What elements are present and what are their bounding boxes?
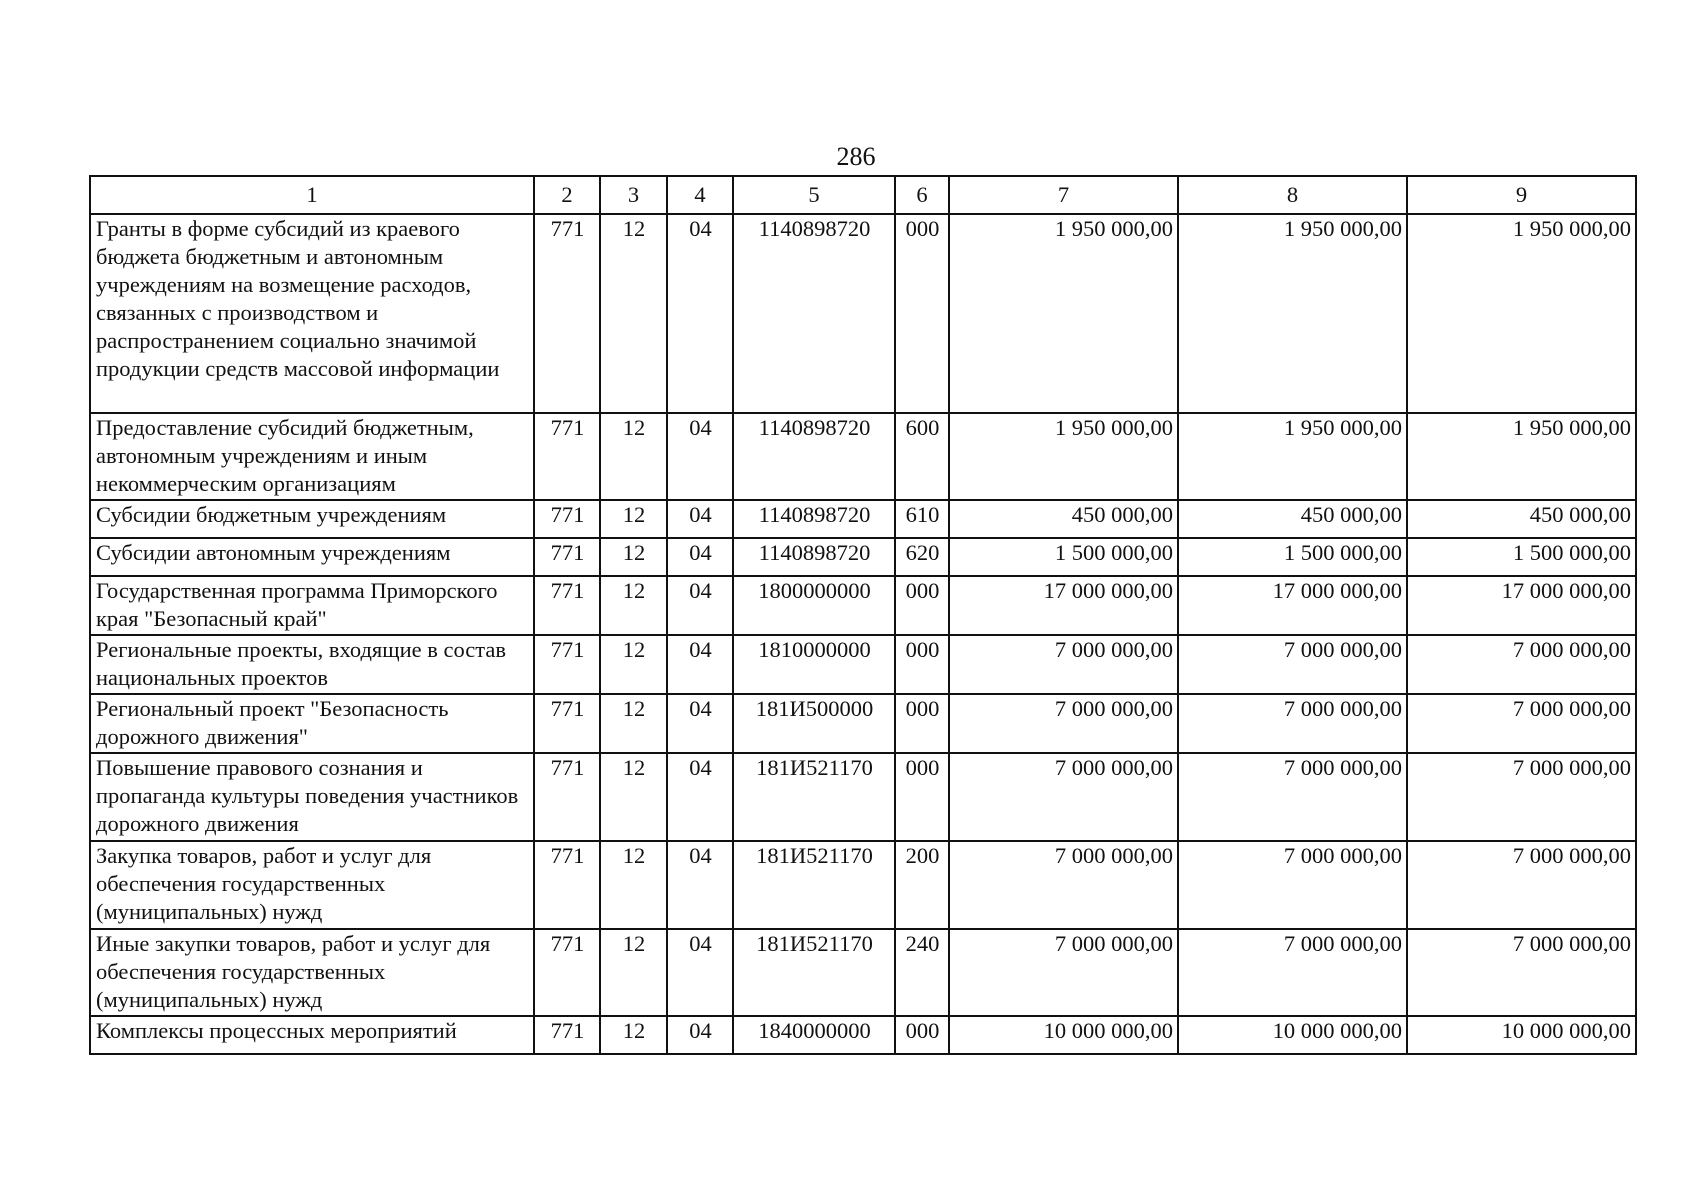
cell-section-code: 12 bbox=[600, 214, 667, 413]
cell-section-code: 12 bbox=[600, 500, 667, 538]
cell-amount-9: 1 500 000,00 bbox=[1407, 538, 1636, 576]
table-row bbox=[90, 413, 1636, 500]
cell-amount-9: 10 000 000,00 bbox=[1407, 1016, 1636, 1054]
cell-expense-type: 000 bbox=[895, 694, 949, 753]
table-row bbox=[90, 929, 1636, 1016]
cell-amount-9: 7 000 000,00 bbox=[1407, 694, 1636, 753]
cell-section-code: 12 bbox=[600, 576, 667, 635]
cell-target-article: 1140898720 bbox=[733, 214, 895, 413]
cell-amount-8: 7 000 000,00 bbox=[1178, 841, 1407, 929]
cell-target-article: 1140898720 bbox=[733, 413, 895, 500]
cell-amount-8: 1 950 000,00 bbox=[1178, 214, 1407, 413]
cell-subsection-code: 04 bbox=[667, 576, 733, 635]
cell-amount-8: 1 950 000,00 bbox=[1178, 413, 1407, 500]
cell-target-article: 1140898720 bbox=[733, 500, 895, 538]
cell-expense-type: 000 bbox=[895, 1016, 949, 1054]
cell-subsection-code: 04 bbox=[667, 1016, 733, 1054]
row-name: Субсидии автономным учреждениям bbox=[90, 538, 534, 576]
cell-amount-7: 1 500 000,00 bbox=[949, 538, 1178, 576]
cell-target-article: 181И500000 bbox=[733, 694, 895, 753]
table-row bbox=[90, 214, 1636, 413]
table-row bbox=[90, 538, 1636, 576]
cell-ministry-code: 771 bbox=[534, 214, 600, 413]
cell-amount-8: 450 000,00 bbox=[1178, 500, 1407, 538]
cell-section-code: 12 bbox=[600, 929, 667, 1016]
cell-subsection-code: 04 bbox=[667, 538, 733, 576]
column-header: 7 bbox=[949, 176, 1178, 214]
cell-amount-7: 7 000 000,00 bbox=[949, 929, 1178, 1016]
cell-section-code: 12 bbox=[600, 694, 667, 753]
cell-amount-9: 7 000 000,00 bbox=[1407, 929, 1636, 1016]
cell-amount-7: 7 000 000,00 bbox=[949, 753, 1178, 841]
page-number: 286 bbox=[836, 142, 876, 171]
cell-amount-7: 10 000 000,00 bbox=[949, 1016, 1178, 1054]
cell-subsection-code: 04 bbox=[667, 929, 733, 1016]
column-header: 8 bbox=[1178, 176, 1407, 214]
cell-section-code: 12 bbox=[600, 635, 667, 694]
table-row bbox=[90, 576, 1636, 635]
cell-target-article: 1840000000 bbox=[733, 1016, 895, 1054]
cell-target-article: 1810000000 bbox=[733, 635, 895, 694]
cell-amount-7: 450 000,00 bbox=[949, 500, 1178, 538]
cell-amount-9: 7 000 000,00 bbox=[1407, 635, 1636, 694]
cell-subsection-code: 04 bbox=[667, 500, 733, 538]
cell-expense-type: 200 bbox=[895, 841, 949, 929]
cell-section-code: 12 bbox=[600, 753, 667, 841]
cell-target-article: 181И521170 bbox=[733, 841, 895, 929]
cell-amount-8: 17 000 000,00 bbox=[1178, 576, 1407, 635]
cell-expense-type: 600 bbox=[895, 413, 949, 500]
row-name: Субсидии бюджетным учреждениям bbox=[90, 500, 534, 538]
cell-ministry-code: 771 bbox=[534, 841, 600, 929]
cell-section-code: 12 bbox=[600, 538, 667, 576]
row-name: Закупка товаров, работ и услуг для обеспечения государственных (муниципальных) нужд bbox=[90, 841, 534, 929]
column-header: 2 bbox=[534, 176, 600, 214]
cell-amount-8: 7 000 000,00 bbox=[1178, 635, 1407, 694]
cell-amount-8: 7 000 000,00 bbox=[1178, 694, 1407, 753]
table-row bbox=[90, 841, 1636, 929]
cell-target-article: 181И521170 bbox=[733, 929, 895, 1016]
cell-section-code: 12 bbox=[600, 413, 667, 500]
cell-target-article: 1800000000 bbox=[733, 576, 895, 635]
row-name: Государственная программа Приморского края "Безопасный край" bbox=[90, 576, 534, 635]
cell-ministry-code: 771 bbox=[534, 576, 600, 635]
header-row bbox=[90, 176, 1636, 214]
table-row bbox=[90, 753, 1636, 841]
column-header: 6 bbox=[895, 176, 949, 214]
cell-ministry-code: 771 bbox=[534, 635, 600, 694]
cell-ministry-code: 771 bbox=[534, 694, 600, 753]
cell-ministry-code: 771 bbox=[534, 929, 600, 1016]
cell-amount-8: 7 000 000,00 bbox=[1178, 929, 1407, 1016]
cell-subsection-code: 04 bbox=[667, 413, 733, 500]
column-header: 3 bbox=[600, 176, 667, 214]
cell-amount-9: 7 000 000,00 bbox=[1407, 841, 1636, 929]
cell-ministry-code: 771 bbox=[534, 1016, 600, 1054]
cell-amount-8: 10 000 000,00 bbox=[1178, 1016, 1407, 1054]
cell-subsection-code: 04 bbox=[667, 694, 733, 753]
cell-expense-type: 000 bbox=[895, 753, 949, 841]
cell-amount-7: 1 950 000,00 bbox=[949, 413, 1178, 500]
cell-amount-8: 7 000 000,00 bbox=[1178, 753, 1407, 841]
cell-amount-7: 7 000 000,00 bbox=[949, 694, 1178, 753]
cell-amount-8: 1 500 000,00 bbox=[1178, 538, 1407, 576]
cell-amount-9: 17 000 000,00 bbox=[1407, 576, 1636, 635]
table-row bbox=[90, 500, 1636, 538]
cell-section-code: 12 bbox=[600, 1016, 667, 1054]
cell-subsection-code: 04 bbox=[667, 841, 733, 929]
cell-amount-7: 7 000 000,00 bbox=[949, 841, 1178, 929]
budget-table bbox=[89, 175, 1637, 1055]
cell-expense-type: 000 bbox=[895, 635, 949, 694]
row-name: Предоставление субсидий бюджетным, автономным учреждениям и иным некоммерческим организациям bbox=[90, 413, 534, 500]
cell-ministry-code: 771 bbox=[534, 500, 600, 538]
cell-amount-9: 450 000,00 bbox=[1407, 500, 1636, 538]
cell-subsection-code: 04 bbox=[667, 753, 733, 841]
cell-section-code: 12 bbox=[600, 841, 667, 929]
cell-amount-9: 7 000 000,00 bbox=[1407, 753, 1636, 841]
cell-amount-7: 1 950 000,00 bbox=[949, 214, 1178, 413]
cell-expense-type: 610 bbox=[895, 500, 949, 538]
cell-ministry-code: 771 bbox=[534, 413, 600, 500]
cell-amount-7: 7 000 000,00 bbox=[949, 635, 1178, 694]
cell-subsection-code: 04 bbox=[667, 214, 733, 413]
cell-amount-9: 1 950 000,00 bbox=[1407, 413, 1636, 500]
cell-expense-type: 620 bbox=[895, 538, 949, 576]
cell-amount-9: 1 950 000,00 bbox=[1407, 214, 1636, 413]
row-name: Повышение правового сознания и пропаганда культуры поведения участников дорожного движения bbox=[90, 753, 534, 841]
column-header: 4 bbox=[667, 176, 733, 214]
table-row bbox=[90, 635, 1636, 694]
cell-target-article: 181И521170 bbox=[733, 753, 895, 841]
row-name: Гранты в форме субсидий из краевого бюджета бюджетным и автономным учреждениям на возмещение расходов, связанных с производством и распространением социально значимой продукции средств массовой информации bbox=[90, 214, 534, 413]
cell-ministry-code: 771 bbox=[534, 753, 600, 841]
column-header: 1 bbox=[90, 176, 534, 214]
cell-expense-type: 000 bbox=[895, 214, 949, 413]
cell-amount-7: 17 000 000,00 bbox=[949, 576, 1178, 635]
row-name: Региональные проекты, входящие в состав национальных проектов bbox=[90, 635, 534, 694]
cell-expense-type: 240 bbox=[895, 929, 949, 1016]
cell-target-article: 1140898720 bbox=[733, 538, 895, 576]
row-name: Комплексы процессных мероприятий bbox=[90, 1016, 534, 1054]
row-name: Региональный проект "Безопасность дорожного движения" bbox=[90, 694, 534, 753]
cell-expense-type: 000 bbox=[895, 576, 949, 635]
table-row bbox=[90, 694, 1636, 753]
column-header: 5 bbox=[733, 176, 895, 214]
row-name: Иные закупки товаров, работ и услуг для обеспечения государственных (муниципальных) нужд bbox=[90, 929, 534, 1016]
cell-ministry-code: 771 bbox=[534, 538, 600, 576]
cell-subsection-code: 04 bbox=[667, 635, 733, 694]
table-row bbox=[90, 1016, 1636, 1054]
column-header: 9 bbox=[1407, 176, 1636, 214]
